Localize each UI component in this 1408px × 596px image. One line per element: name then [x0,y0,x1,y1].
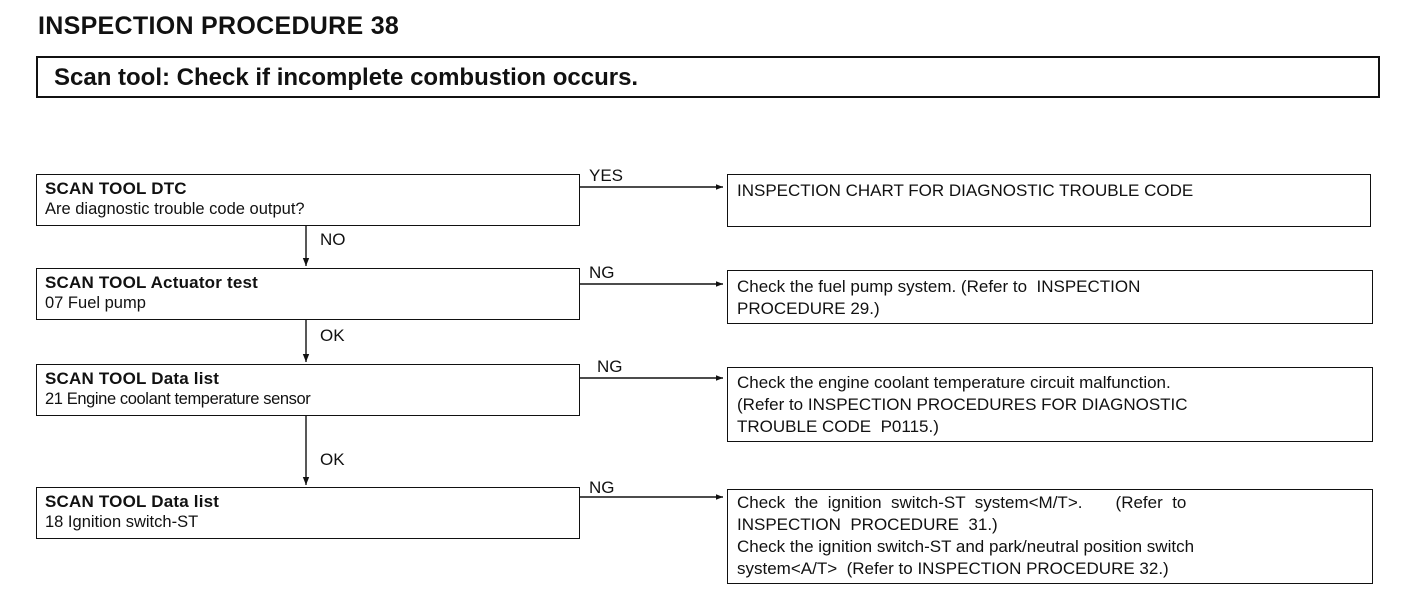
branch-label-yes: YES [589,166,624,185]
result-line: system<A/T> (Refer to INSPECTION PROCEDURE 32.) [737,559,1169,578]
result-line: TROUBLE CODE P0115.) [737,417,939,436]
step-heading: SCAN TOOL Data list [45,492,220,511]
page-title: INSPECTION PROCEDURE 38 [38,12,400,40]
step-box-data-list-21 [36,364,580,416]
result-box-3 [727,367,1373,442]
subtitle: Scan tool: Check if incomplete combustion occurs. [54,64,639,91]
branch-label-ng: NG [589,478,615,497]
result-line: Check the ignition switch-ST system<M/T>. (Refer to [737,493,1187,512]
result-box-1 [727,174,1371,227]
result-box-4 [727,489,1373,584]
step-box-data-list-18 [36,487,580,539]
branch-label-ng: NG [589,263,615,282]
result-line: Check the engine coolant temperature circuit malfunction. [737,373,1171,392]
result-line: INSPECTION PROCEDURE 31.) [737,515,998,534]
step-heading: SCAN TOOL Actuator test [45,273,259,292]
step-heading: SCAN TOOL Data list [45,369,220,388]
down-label-ok: OK [320,326,345,345]
result-line: INSPECTION CHART FOR DIAGNOSTIC TROUBLE CODE [737,181,1194,200]
result-line: PROCEDURE 29.) [737,299,880,318]
step-heading: SCAN TOOL DTC [45,179,187,198]
result-line: Check the fuel pump system. (Refer to INSPECTION [737,277,1141,296]
result-line: (Refer to INSPECTION PROCEDURES FOR DIAGNOSTIC [737,395,1188,414]
down-label-ok: OK [320,450,345,469]
step-box-dtc [36,174,580,226]
step-box-actuator-test [36,268,580,320]
step-detail: 21 Engine coolant temperature sensor [45,390,311,408]
down-label-no: NO [320,230,346,249]
branch-label-ng: NG [597,357,623,376]
result-box-2 [727,270,1373,324]
step-detail: 18 Ignition switch-ST [45,513,199,531]
step-detail: 07 Fuel pump [45,294,146,312]
step-detail: Are diagnostic trouble code output? [45,200,305,218]
result-line: Check the ignition switch-ST and park/neutral position switch [737,537,1195,556]
